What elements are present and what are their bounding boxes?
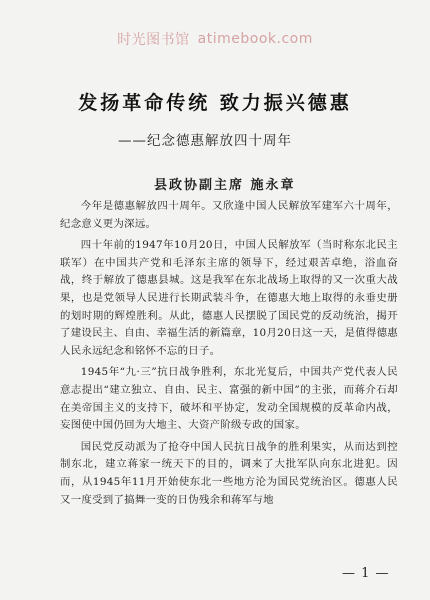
watermark-site-url: atimebook.com — [197, 31, 313, 47]
paragraph-1: 今年是德惠解放四十周年。又欣逢中国人民解放军建军六十周年，纪念意义更为深远。 — [60, 200, 398, 230]
article-title: 发扬革命传统 致力振兴德惠 — [78, 92, 352, 114]
article-subtitle: ——纪念德惠解放四十周年 — [118, 133, 292, 149]
article-body — [60, 198, 398, 509]
watermark-site-name: 时光图书馆 — [117, 32, 190, 48]
watermark — [0, 26, 430, 52]
paragraph-4: 国民党反动派为了抢夺中国人民抗日战争的胜利果实，从而达到控制东北，建立蒋家一统天下的目的，调来了大批军队向东北进犯。因而，从1945年11月开始使东北一些地方沦为国民党统治区。德惠人民又一度受到了搞舞一变的日伪残余和蒋军与地 — [60, 440, 398, 506]
paragraph-3: 1945年“九·三”抗日战争胜利，东北光复后，中国共产党代表人民意志提出“建立独立、自由、民主、富强的新中国”的主张，而蒋介石却在美帝国主义的支持下，破坏和平协定，发动全国规模的反革命内战，妄图使中国仍回为大地主、大资产阶级专政的国家。 — [60, 366, 398, 432]
article-author: 县政协副主席 施永章 — [154, 178, 296, 193]
paragraph-2: 四十年前的1947年10月20日，中国人民解放军（当时称东北民主联军）在中国共产党和毛泽东主席的领导下，经过艰苦卓绝，浴血奋战，终于解放了德惠县城。这是我军在东北战场上取得的又一次重大战果，也是党领导人民进行长期武装斗争，在德惠大地上取得的永垂史册的划时期的辉煌胜利。从此，德惠人民摆脱了国民党的反动统治，揭开了建设民主、自由、幸福生活的新篇章，10月20日这一天，是值得德惠人民永远纪念和铭怀不忘的日子。 — [60, 239, 398, 357]
page-number: — 1 — — [342, 566, 390, 581]
